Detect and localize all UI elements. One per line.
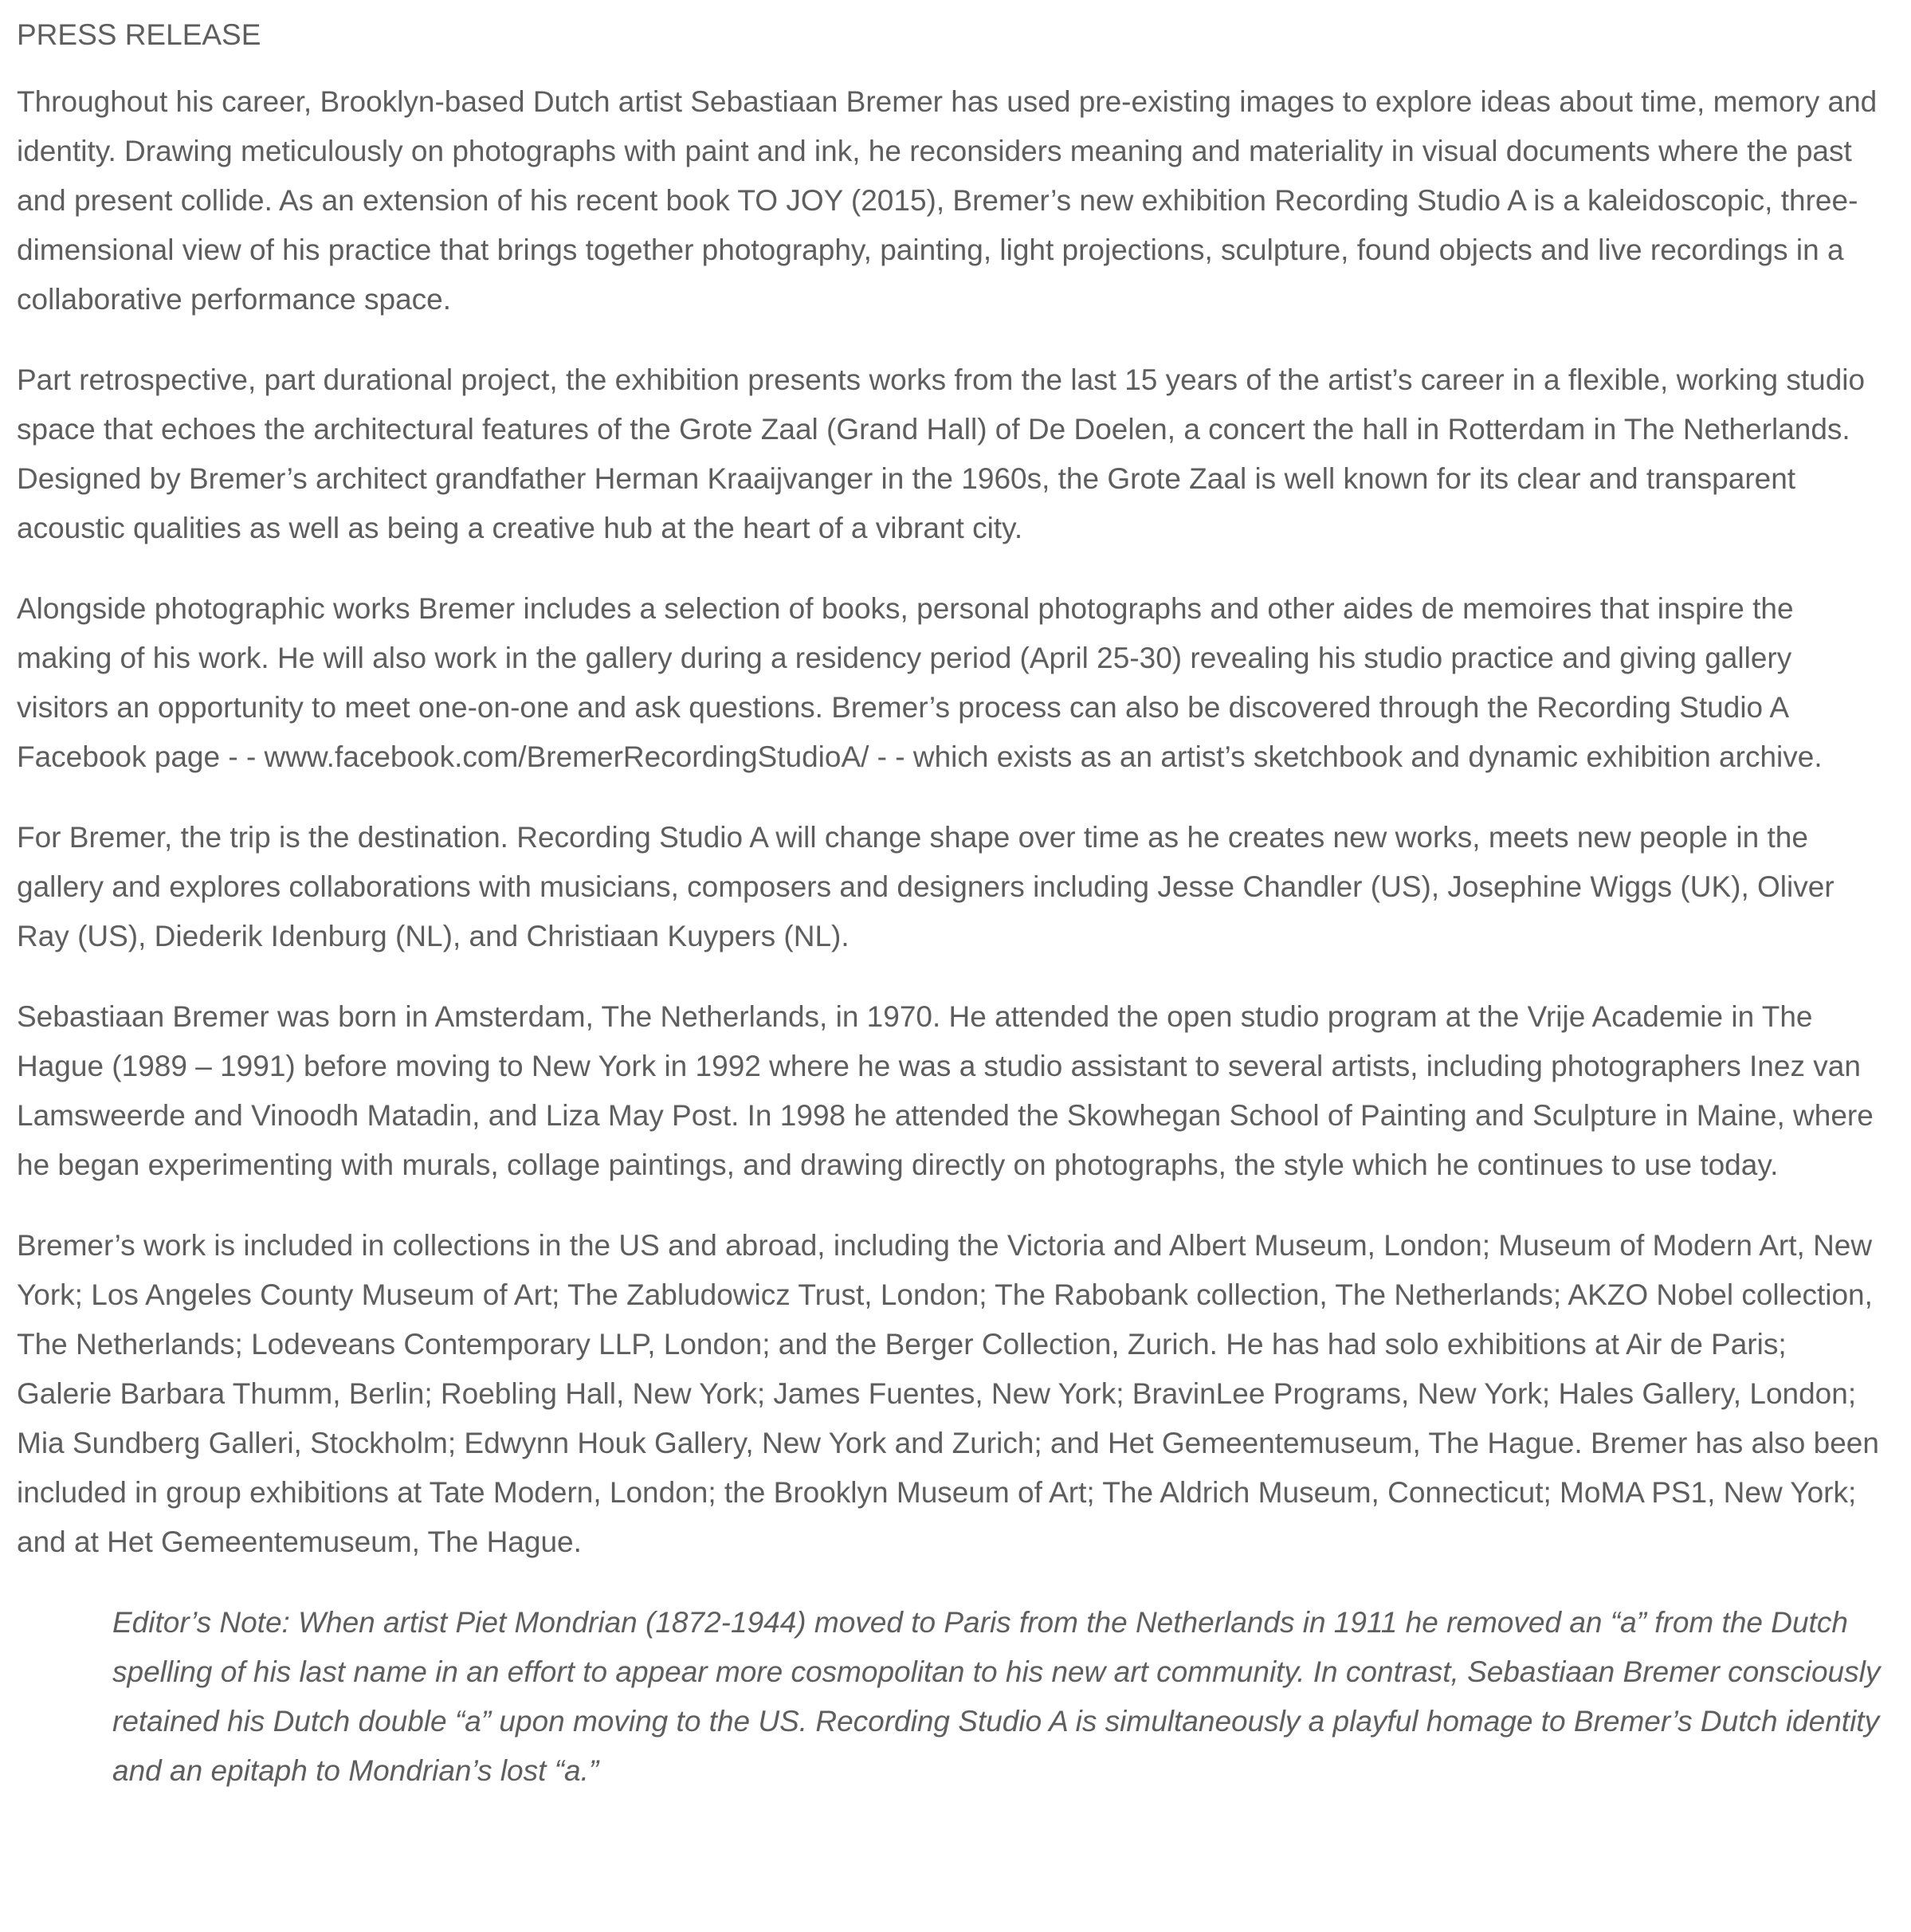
paragraph-intro: Throughout his career, Brooklyn-based Dutch artist Sebastiaan Bremer has used pre-existing images to explore ideas about time, memory and identity. Drawing meticulously on photographs with paint and ink, he reconsiders meaning and materiality in visual documents where the past and present collide. As an extension of his recent book TO JOY (2015), Bremer’s new exhibition Recording Studio A is a kaleidoscopic, three-dimensional view of his practice that brings together photography, painting, light projections, sculpture, found objects and live recordings in a collaborative performance space.	[17, 85, 1878, 316]
page-title: PRESS RELEASE	[17, 18, 261, 51]
paragraph-collections: Bremer’s work is included in collections in the US and abroad, including the Victoria and Albert Museum, London; Museum of Modern Art, New York; Los Angeles County Museum of Art; The Zabludowicz Trust, London; The Rabobank collection, The Netherlands; AKZO Nobel collection, The Netherlands; Lodeveans Contemporary LLP, London; and the Berger Collection, Zurich. He has had solo exhibitions at Air de Paris; Galerie Barbara Thumm, Berlin; Roebling Hall, New York; James Fuentes, New York; BravinLee Programs, New York; Hales Gallery, London; Mia Sundberg Galleri, Stockholm; Edwynn Houk Gallery, New York and Zurich; and Het Gemeentemuseum, The Hague. Bremer has also been included in group exhibitions at Tate Modern, London; the Brooklyn Museum of Art; The Aldrich Museum, Connecticut; MoMA PS1, New York; and at Het Gemeentemuseum, The Hague.	[17, 1229, 1879, 1558]
paragraph-residency: Alongside photographic works Bremer includes a selection of books, personal photographs and other aides de memoires that inspire the making of his work. He will also work in the gallery during a residency period (April 25-30) revealing his studio practice and giving gallery visitors an opportunity to meet one-on-one and ask questions. Bremer’s process can also be discovered through the Recording Studio A Facebook page - - www.facebook.com/BremerRecordingStudioA/ - - which exists as an artist’s sketchbook and dynamic exhibition archive.	[17, 592, 1823, 773]
paragraph-collaborations: For Bremer, the trip is the destination. Recording Studio A will change shape over time as he creates new works, meets new people in the gallery and explores collaborations with musicians, composers and designers including Jesse Chandler (US), Josephine Wiggs (UK), Oliver Ray (US), Diederik Idenburg (NL), and Christiaan Kuypers (NL).	[17, 821, 1834, 952]
press-release-document	[17, 0, 1882, 1796]
paragraph-biography: Sebastiaan Bremer was born in Amsterdam, The Netherlands, in 1970. He attended the open studio program at the Vrije Academie in The Hague (1989 – 1991) before moving to New York in 1992 where he was a studio assistant to several artists, including photographers Inez van Lamsweerde and Vinoodh Matadin, and Liza May Post. In 1998 he attended the Skowhegan School of Painting and Sculpture in Maine, where he began experimenting with murals, collage paintings, and drawing directly on photographs, the style which he continues to use today.	[17, 1000, 1874, 1181]
editors-note: Editor’s Note: When artist Piet Mondrian (1872-1944) moved to Paris from the Netherlands in 1911 he removed an “a” from the Dutch spelling of his last name in an effort to appear more cosmopolitan to his new art community. In contrast, Sebastiaan Bremer consciously retained his Dutch double “a” upon moving to the US. Recording Studio A is simultaneously a playful homage to Bremer’s Dutch identity and an epitaph to Mondrian’s lost “a.”	[112, 1606, 1881, 1787]
paragraph-retrospective: Part retrospective, part durational project, the exhibition presents works from the last 15 years of the artist’s career in a flexible, working studio space that echoes the architectural features of the Grote Zaal (Grand Hall) of De Doelen, a concert the hall in Rotterdam in The Netherlands. Designed by Bremer’s architect grandfather Herman Kraaijvanger in the 1960s, the Grote Zaal is well known for its clear and transparent acoustic qualities as well as being a creative hub at the heart of a vibrant city.	[17, 363, 1866, 544]
